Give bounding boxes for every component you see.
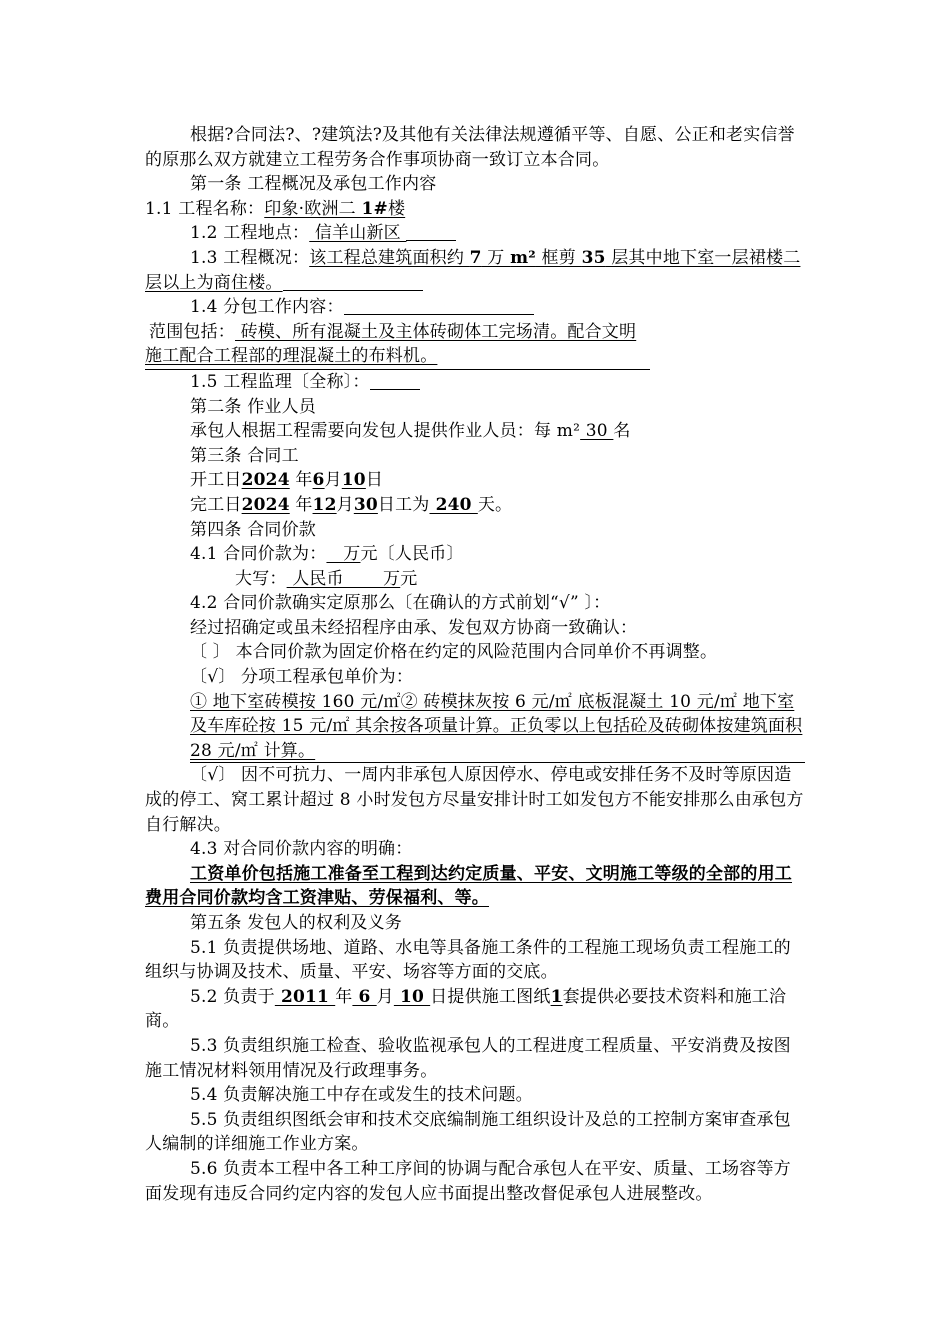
price-content-value-line [145,862,805,911]
end-day-unit: 日工为 [377,494,430,515]
start-year-unit: 年 [289,470,313,491]
start-month: 6 [312,470,325,491]
project-location-line [145,221,805,246]
supervisor-blank [370,371,420,390]
subcontract-scope-line [145,295,805,320]
workers-line [145,419,805,444]
drawing-day-unit: 日提供施工图纸 [430,986,551,1007]
supervisor-label: 1.5 工程监理〔全称〕： [190,371,370,392]
start-date-prefix: 开工日 [190,470,242,491]
start-day-unit: 日 [365,470,384,491]
article-5-title: 第五条 发包人的权利及义务 [190,913,403,933]
price-confirm-line: 经过招确定或虽未经招程序由承、发包双方协商一致确认： [190,617,638,638]
price-principle-line: 4.2 合同价款确实定原那么〔在确认的方式前划“√” 〕： [190,593,611,614]
clause-5-2 [145,985,805,1034]
end-year: 2024 [241,494,290,515]
project-overview-label: 1.3 工程概况： [190,247,310,268]
project-overview-blank [283,272,423,291]
capital-amount-label: 大写： [235,568,287,589]
project-name-line [145,197,805,222]
drawing-month-unit: 月 [376,986,394,1007]
drawing-year: 2011 [274,986,336,1007]
clause-5-5: 5.5 负责组织图纸会审和技术交底编制施工组织设计及总的工控制方案审查承包人编制的详细施工作业方案。 [145,1109,791,1155]
drawing-month: 6 [352,986,377,1007]
clause-5-1: 5.1 负责提供场地、道路、水电等具备施工条件的工程施工现场负责工程施工的组织与协调及技术、质量、平安、场容等方面的交底。 [145,937,791,983]
project-location-blank [406,222,456,241]
overview-part-6: 35 [581,247,606,268]
project-name-label: 1.1 工程名称： [145,198,265,219]
clause-5-2-prefix: 5.2 负责于 [190,986,275,1007]
article-1-title: 第一条 工程概况及承包工作内容 [190,174,437,195]
clause-5-3: 5.3 负责组织施工检查、验收监视承包人的工程进度工程质量、平安消费及按图施工情况材料领用情况及行政理事务。 [145,1035,791,1081]
start-month-unit: 月 [324,470,342,491]
end-year-unit: 年 [289,494,313,515]
project-name-part-1: 印象·欧洲二 [264,198,362,219]
end-month: 12 [312,494,337,515]
clause-5-6: 5.6 负责本工程中各工种工序间的协调与配合承包人在平安、质量、工场容等方面发现有违反合同约定内容的发包人应书面提出整改督促承包人进展整改。 [145,1158,791,1204]
project-location-label: 1.2 工程地点： [190,223,310,244]
scope-include-value: 砖模、所有混凝土及主体砖砌体工完场清。配合文明施工配合工程部的理混凝土的布料机。 [145,321,637,367]
contract-price-label: 4.1 合同价款为： [190,544,327,565]
clause-5-4: 5.4 负责解决施工中存在或发生的技术问题。 [190,1085,533,1106]
end-day: 30 [353,494,378,515]
end-date-line [145,493,805,518]
project-name-value [264,199,405,219]
overview-part-2: 7 [469,247,482,268]
start-year: 2024 [241,470,290,491]
article-2-title: 第二条 作业人员 [190,396,317,417]
subcontract-scope-label: 1.4 分包工作内容： [190,297,344,318]
contract-page [145,123,805,1206]
contract-price-line [145,542,805,567]
project-name-part-2: 1# [361,198,388,219]
start-date-line [145,468,805,493]
duration-unit: 天。 [477,494,513,515]
workers-number: 30 [580,421,614,442]
start-day: 10 [341,470,366,491]
price-option-force-majeure: 〔√〕 因不可抗力、一周内非承包人原因停水、停电或安排任务不及时等原因造成的停工、窝工累计超过 8 小时发包方尽量安排计时工如发包方不能安排那么由承包方自行解决。 [145,765,804,835]
clause-5-2-suffix: 套提供必要技术资料和施工洽商。 [145,986,787,1032]
supervisor-line [145,370,805,395]
contract-price-value: 万 [326,544,361,565]
workers-text-a: 承包人根据工程需要向发包人提供作业人员：每 m² [190,421,581,442]
overview-part-1: 该工程总建筑面积约 [309,247,470,268]
price-option-unit: 〔√〕 分项工程承包单价为： [190,667,414,688]
duration-days: 240 [429,494,478,515]
workers-text-b: 名 [613,421,631,442]
scope-include-label: 范围包括： [149,321,235,342]
subcontract-scope-blank [344,296,534,315]
project-overview-line [145,246,805,295]
capital-amount-line [145,567,805,592]
overview-part-7: 层其中地下室一层裙楼二层以上为商住楼。 [145,247,801,293]
capital-amount-value: 人民币 万 [286,568,401,589]
end-month-unit: 月 [336,494,354,515]
price-content-value: 工资单价包括施工准备至工程到达约定质量、平安、文明施工等级的全部的用工费用合同价款均含工资津贴、劳保福利、等。 [145,863,792,909]
unit-price-text: ① 地下室砖模按 160 元/㎡② 砖模抹灰按 6 元/㎡ 底板混凝土 10 元/㎡ 地下室及车库砼按 15 元/㎡ 其余按各项量计算。正负零以上包括砼及砖砌体按建筑面积 28 元/㎡ 计算。 [190,691,803,761]
article-3-title: 第三条 合同工 [190,445,299,466]
price-option-fixed: 〔 〕 本合同价款为固定价格在约定的风险范围内合同单价不再调整。 [190,642,718,663]
article-4-title: 第四条 合同价款 [190,519,317,540]
drawing-year-unit: 年 [335,986,353,1007]
price-content-label: 4.3 对合同价款内容的明确： [190,839,413,860]
project-name-part-3: 楼 [387,198,406,219]
capital-amount-suffix: 元 [400,568,418,589]
drawing-day: 10 [393,986,431,1007]
project-location-value: 信羊山新区 [309,223,407,244]
drawing-sets: 1 [550,986,563,1007]
scope-include-line [145,320,650,370]
overview-part-5: 框剪 [535,247,582,268]
end-date-prefix: 完工日 [190,494,242,515]
unit-price-list [145,690,805,764]
intro-paragraph: 根据?合同法?、?建筑法?及其他有关法律法规遵循平等、自愿、公正和老实信誉的原那么双方就建立工程劳务合作事项协商一致订立本合同。 [145,125,795,170]
contract-price-suffix: 元〔人民币〕 [360,544,464,565]
overview-part-3: 万 [481,247,511,268]
overview-part-4: m² [510,247,536,268]
